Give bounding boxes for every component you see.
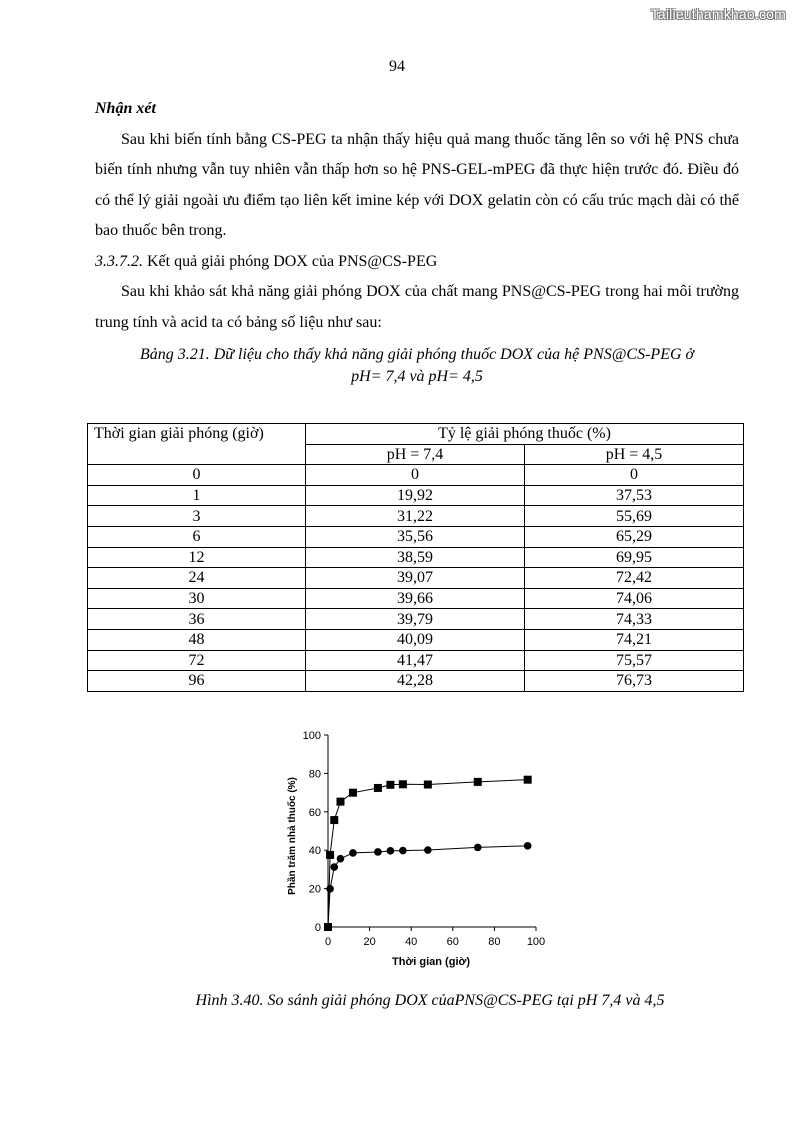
watermark: Tailieuthamkhao.com: [650, 6, 786, 22]
data-point-square: [386, 781, 394, 789]
subsection-number: 3.3.7.2.: [95, 252, 143, 270]
table-row: [88, 526, 744, 547]
table-row: [88, 485, 744, 506]
release-data-table: [87, 423, 744, 692]
cell-ph74: 0: [306, 465, 525, 486]
data-point-square: [374, 784, 382, 792]
cell-time: 36: [88, 609, 306, 630]
series-ph74: [324, 842, 531, 931]
data-point-square: [330, 816, 338, 824]
data-point-square: [524, 776, 532, 784]
figure-caption: Hình 3.40. So sánh giải phóng DOX củaPNS@CS-PEG tại pH 7,4 và 4,5: [195, 992, 665, 1009]
cell-ph45: 75,57: [525, 650, 744, 671]
document-body: [95, 94, 739, 388]
data-point-square: [399, 780, 407, 788]
cell-ph74: 19,92: [306, 485, 525, 506]
table-row: [88, 568, 744, 589]
data-point-circle: [374, 848, 382, 856]
table-row: [88, 547, 744, 568]
subsection-title: Kết quả giải phóng DOX của PNS@CS-PEG: [147, 252, 438, 270]
cell-ph45: 74,21: [525, 629, 744, 650]
header-time: Thời gian giải phóng (giờ): [88, 424, 306, 465]
x-tick-label: 80: [488, 936, 501, 948]
series-line: [328, 846, 528, 927]
x-tick-label: 60: [446, 936, 459, 948]
data-point-square: [326, 851, 334, 859]
data-point-square: [424, 781, 432, 789]
cell-ph74: 39,79: [306, 609, 525, 630]
y-tick-label: 0: [314, 922, 321, 934]
paragraph-intro: Sau khi khảo sát khả năng giải phóng DOX của chất mang PNS@CS-PEG trong hai môi trường trung tính và acid ta có bảng số liệu như sau:: [95, 283, 739, 331]
data-point-square: [336, 798, 344, 806]
cell-ph45: 55,69: [525, 506, 744, 527]
cell-ph45: 0: [525, 465, 744, 486]
data-point-square: [349, 789, 357, 797]
data-point-circle: [326, 885, 334, 893]
cell-time: 72: [88, 650, 306, 671]
cell-ph74: 42,28: [306, 671, 525, 692]
x-tick-label: 100: [526, 936, 546, 948]
table-row: [88, 506, 744, 527]
cell-ph74: 35,56: [306, 526, 525, 547]
table-header-row: [88, 424, 744, 445]
header-ph45: pH = 4,5: [525, 444, 744, 465]
table-caption-line2: pH= 7,4 và pH= 4,5: [351, 368, 483, 385]
cell-time: 12: [88, 547, 306, 568]
cell-ph74: 41,47: [306, 650, 525, 671]
cell-ph45: 74,33: [525, 609, 744, 630]
cell-ph45: 37,53: [525, 485, 744, 506]
cell-ph45: 65,29: [525, 526, 744, 547]
table-row: [88, 629, 744, 650]
cell-ph74: 38,59: [306, 547, 525, 568]
data-point-circle: [349, 849, 357, 857]
y-tick-label: 100: [302, 730, 321, 742]
data-point-circle: [387, 847, 395, 855]
table-caption-line1: Bảng 3.21. Dữ liệu cho thấy khả năng giải phóng thuốc DOX của hệ PNS@CS-PEG ở: [139, 346, 695, 363]
cell-time: 24: [88, 568, 306, 589]
x-tick-label: 40: [405, 936, 418, 948]
page-number: 94: [389, 58, 405, 75]
data-point-circle: [424, 846, 432, 854]
cell-ph74: 39,66: [306, 588, 525, 609]
y-tick-label: 60: [308, 806, 321, 819]
table-caption: [95, 344, 739, 388]
cell-ph74: 40,09: [306, 629, 525, 650]
section-heading: Nhận xét: [95, 100, 156, 117]
cell-time: 3: [88, 506, 306, 527]
table-body: [88, 465, 744, 692]
data-point-circle: [524, 842, 532, 850]
cell-ph74: 31,22: [306, 506, 525, 527]
table-row: [88, 609, 744, 630]
x-tick-label: 0: [324, 936, 332, 948]
data-point-square: [324, 923, 332, 931]
data-point-circle: [330, 863, 338, 871]
y-tick-label: 40: [308, 845, 321, 858]
header-ph74: pH = 7,4: [306, 444, 525, 465]
y-tick-label: 20: [308, 883, 321, 896]
table-row: [88, 650, 744, 671]
cell-time: 96: [88, 671, 306, 692]
chart-axes: [303, 730, 546, 948]
cell-ph45: 72,42: [525, 568, 744, 589]
paragraph-remark: Sau khi biến tính bằng CS-PEG ta nhận thấy hiệu quả mang thuốc tăng lên so với hệ PNS chưa biến tính nhưng vẫn tuy nhiên vẫn thấp hơn so hệ PNS-GEL-mPEG đã thực hiện trước đó. Điều đó có thể lý giải ngoài ưu điểm tạo liên kết imine kép với DOX gelatin còn có cấu trúc mạch dài có thể bao thuốc bên trong.: [95, 130, 739, 239]
table-row: [88, 671, 744, 692]
data-point-circle: [337, 855, 345, 863]
chart-series: [324, 776, 532, 931]
table-row: [88, 588, 744, 609]
y-axis-label: Phần trăm nhả thuốc (%): [287, 777, 298, 895]
header-rate: Tỷ lệ giải phóng thuốc (%): [306, 424, 744, 445]
cell-time: 0: [88, 465, 306, 486]
cell-time: 30: [88, 588, 306, 609]
data-point-circle: [399, 847, 407, 855]
cell-ph45: 74,06: [525, 588, 744, 609]
cell-time: 1: [88, 485, 306, 506]
cell-ph45: 69,95: [525, 547, 744, 568]
y-tick-label: 80: [308, 768, 321, 781]
table-row: [88, 465, 744, 486]
data-point-square: [474, 778, 482, 786]
x-axis-label: Thời gian (giờ): [392, 956, 470, 968]
cell-ph45: 76,73: [525, 671, 744, 692]
release-chart: [270, 722, 560, 972]
cell-time: 48: [88, 629, 306, 650]
cell-ph74: 39,07: [306, 568, 525, 589]
cell-time: 6: [88, 526, 306, 547]
x-tick-label: 20: [363, 936, 376, 948]
data-point-circle: [474, 844, 482, 852]
subsection-heading: [95, 247, 739, 278]
